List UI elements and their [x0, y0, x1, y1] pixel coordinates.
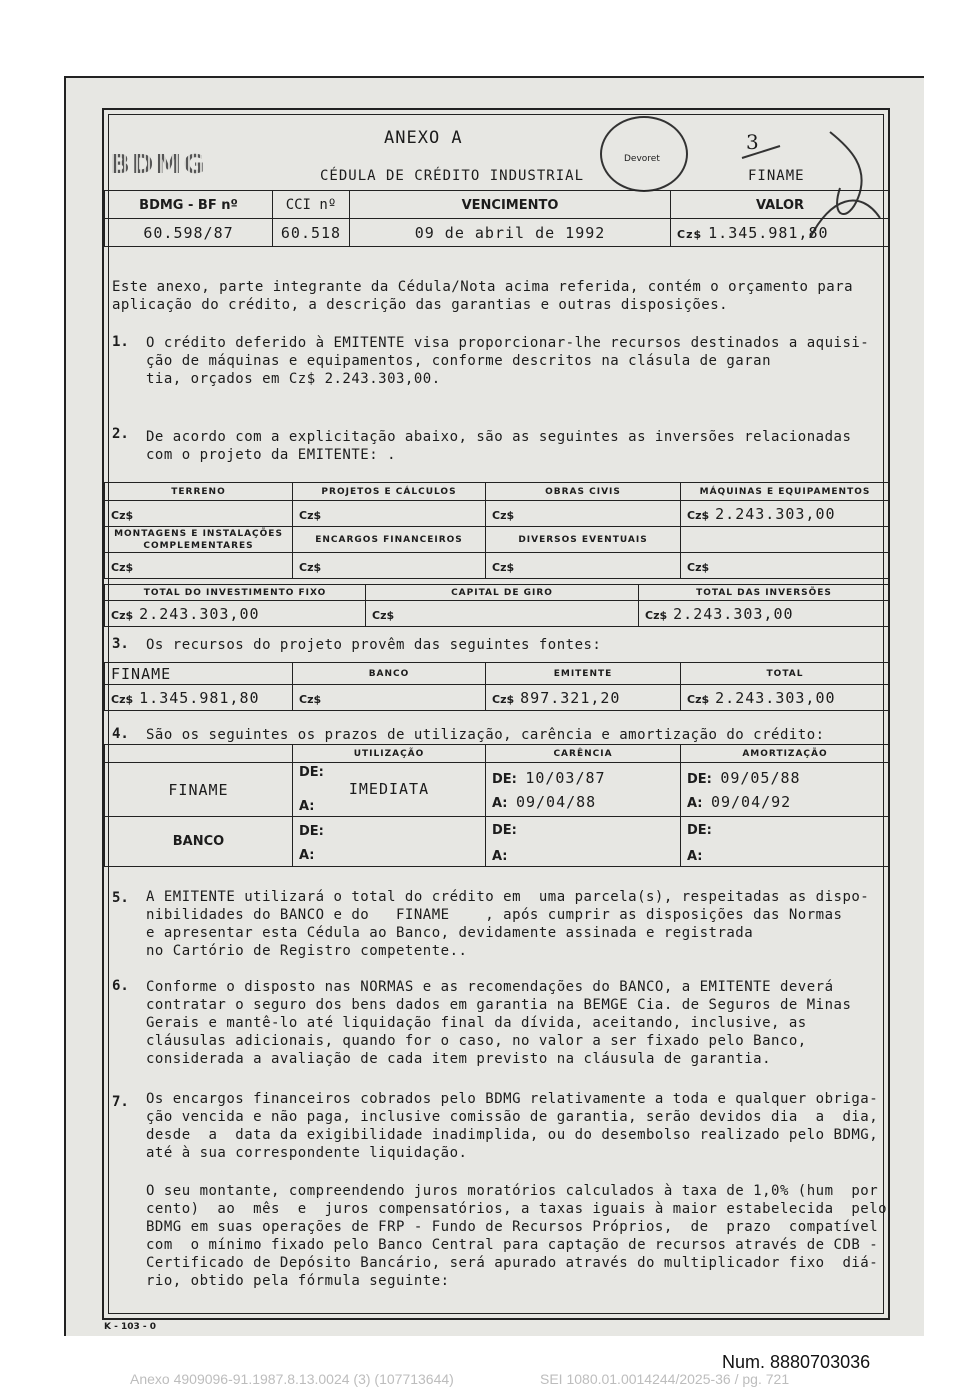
- terms-table: [104, 744, 890, 867]
- inv-value-terreno: Cz$: [105, 501, 293, 527]
- investments-table: [104, 482, 890, 579]
- clause-7-text-b: O seu montante, compreendendo juros moratórios calculados à taxa de 1,0% (hum por cento) ao mês e juros compensatórios, a taxas iguais à maior estabelecida pelo BDMG em suas operações de FRP - Fundo de Recursos Próprios, de prazo compatível com o mínimo fixado pelo Banco Central para captação de recursos através de CDB - Certificado de Depósito Bancário, será apurado através do multiplicador fixo diá- rio, obtido pela fórmula seguinte:: [146, 1183, 888, 1289]
- sources-table: [104, 662, 890, 711]
- stamp-seal: [600, 116, 688, 192]
- inv-header-encargos: ENCARGOS FINANCEIROS: [293, 527, 486, 553]
- terms-label-finame: FINAME: [105, 763, 293, 817]
- terms-carencia-finame: DE: 10/03/87 A: 09/04/88: [486, 763, 681, 817]
- header-cci: CCI nº: [273, 191, 350, 219]
- terms-header-amortizacao: AMORTIZAÇÃO: [681, 745, 890, 763]
- clause-6-number: 6.: [112, 978, 129, 994]
- intro-paragraph: Este anexo, parte integrante da Cédula/Nota acima referida, contém o orçamento para aplicação do crédito, a descrição das garantias e outras disposições.: [112, 279, 854, 313]
- working-capital-value: Cz$: [366, 601, 639, 627]
- document-number: Num. 8880703036: [722, 1352, 871, 1372]
- terms-carencia-banco: DE: A:: [486, 817, 681, 867]
- annex-title: ANEXO A: [384, 128, 463, 148]
- header-bdmg-bf: BDMG - BF nº: [105, 191, 273, 219]
- clause-2-text: De acordo com a explicitação abaixo, são as seguintes as inversões relacionadas com o projeto da EMITENTE: .: [146, 429, 852, 463]
- inv-value-maquinas: Cz$ 2.243.303,00: [681, 501, 890, 527]
- clause-4-number: 4.: [112, 726, 129, 742]
- total-fixed-value: Cz$ 2.243.303,00: [105, 601, 366, 627]
- clause-5-number: 5.: [112, 890, 129, 906]
- inv-value-blank: Cz$: [681, 553, 890, 579]
- clause-3-text: Os recursos do projeto provêm das seguintes fontes:: [146, 637, 602, 653]
- clause-6-text: Conforme o disposto nas NORMAS e as recomendações do BANCO, a EMITENTE deverá contratar o seguro dos bens dados em garantia na BEMGE Cia. de Seguros de Minas Gerais e mantê-lo até liquidação final da dívida, aceitando, inclusive, as cláusulas adicionais, quando for o caso, no valor a ser fixado pelo Banco, considerada a avaliação de cada item previsto na cláusula de garantia.: [146, 979, 852, 1067]
- source-value-total: Cz$ 2.243.303,00: [681, 685, 890, 711]
- source-header-emitente: EMITENTE: [486, 663, 681, 685]
- finame-label: FINAME: [748, 168, 805, 184]
- inv-value-montagens: Cz$: [105, 553, 293, 579]
- scanned-document: [64, 76, 924, 1336]
- credit-value: Cz$ 1.345.981,80: [671, 219, 890, 247]
- terms-amortizacao-banco: DE: A:: [681, 817, 890, 867]
- terms-row-finame: [105, 763, 890, 817]
- bdmg-logo: BDMG: [110, 150, 207, 180]
- inv-header-blank: [681, 527, 890, 553]
- terms-utilizacao-banco: DE: A:: [293, 817, 486, 867]
- source-header-finame: FINAME: [105, 663, 293, 685]
- inv-header-maquinas: MÁQUINAS E EQUIPAMENTOS: [681, 483, 890, 501]
- terms-utilizacao-finame: DE: IMEDIATA A:: [293, 763, 486, 817]
- source-header-banco: BANCO: [293, 663, 486, 685]
- source-value-emitente: Cz$ 897.321,20: [486, 685, 681, 711]
- inv-header-terreno: TERRENO: [105, 483, 293, 501]
- source-value-banco: Cz$: [293, 685, 486, 711]
- document-subtitle: CÉDULA DE CRÉDITO INDUSTRIAL: [320, 168, 585, 184]
- footer-left: Anexo 4909096-91.1987.8.13.0024 (3) (107713644): [130, 1371, 454, 1387]
- terms-header-utilizacao: UTILIZAÇÃO: [293, 745, 486, 763]
- inv-value-obras: Cz$: [486, 501, 681, 527]
- total-inversions-header: TOTAL DAS INVERSÕES: [639, 585, 890, 601]
- clause-1-number: 1.: [112, 334, 129, 350]
- clause-7-text-a: Os encargos financeiros cobrados pelo BDMG relativamente a toda e qualquer obriga- ção vencida e não paga, inclusive comissão de garantia, serão devidos dia a dia, desde a data da exigibilidade inadimplida, ou do desembolso realizado pelo BDMG, até à sua correspondente liquidação.: [146, 1091, 879, 1161]
- header-vencimento: VENCIMENTO: [350, 191, 671, 219]
- terms-row-banco: [105, 817, 890, 867]
- clause-4-text: São os seguintes os prazos de utilização, carência e amortização do crédito:: [146, 727, 825, 743]
- totals-table: [104, 584, 890, 627]
- clause-1-text: O crédito deferido à EMITENTE visa proporcionar-lhe recursos destinados a aquisi- ção de máquinas e equipamentos, conforme descritos na clásula de garan tia, orçados em Cz$ 2.243.303,00.: [146, 335, 870, 387]
- total-fixed-header: TOTAL DO INVESTIMENTO FIXO: [105, 585, 366, 601]
- source-value-finame: Cz$ 1.345.981,80: [105, 685, 293, 711]
- handwritten-mark: 3: [746, 130, 759, 154]
- form-code: K - 103 - 0: [104, 1322, 157, 1332]
- source-header-total: TOTAL: [681, 663, 890, 685]
- clause-3-number: 3.: [112, 636, 129, 652]
- clause-5-text: A EMITENTE utilizará o total do crédito em uma parcela(s), respeitadas as dispo- nibilidades do BANCO e do FINAME , após cumprir as disposições das Normas e apresentar esta Cédula ao Banco, devidamente assinada e registrada no Cartório de Registro competente..: [146, 889, 870, 959]
- cci-number: 60.518: [273, 219, 350, 247]
- terms-header-blank: [105, 745, 293, 763]
- inv-value-diversos: Cz$: [486, 553, 681, 579]
- bdmg-bf-number: 60.598/87: [105, 219, 273, 247]
- terms-header-carencia: CARÊNCIA: [486, 745, 681, 763]
- clause-2-number: 2.: [112, 426, 129, 442]
- terms-amortizacao-finame: DE: 09/05/88 A: 09/04/92: [681, 763, 890, 817]
- inv-header-projetos: PROJETOS E CÁLCULOS: [293, 483, 486, 501]
- inv-header-diversos: DIVERSOS EVENTUAIS: [486, 527, 681, 553]
- footer-right: SEI 1080.01.0014244/2025-36 / pg. 721: [540, 1371, 790, 1387]
- total-inversions-value: Cz$ 2.243.303,00: [639, 601, 890, 627]
- maturity-date: 09 de abril de 1992: [350, 219, 671, 247]
- inv-header-montagens: MONTAGENS E INSTALAÇÕES COMPLEMENTARES: [105, 527, 293, 553]
- stamp-text: Devoret: [624, 154, 660, 164]
- inv-value-projetos: Cz$: [293, 501, 486, 527]
- terms-label-banco: BANCO: [105, 817, 293, 867]
- working-capital-header: CAPITAL DE GIRO: [366, 585, 639, 601]
- inv-value-encargos: Cz$: [293, 553, 486, 579]
- header-info-table: [104, 190, 890, 247]
- inv-header-obras: OBRAS CIVIS: [486, 483, 681, 501]
- header-valor: VALOR: [671, 191, 890, 219]
- clause-7-number: 7.: [112, 1094, 129, 1110]
